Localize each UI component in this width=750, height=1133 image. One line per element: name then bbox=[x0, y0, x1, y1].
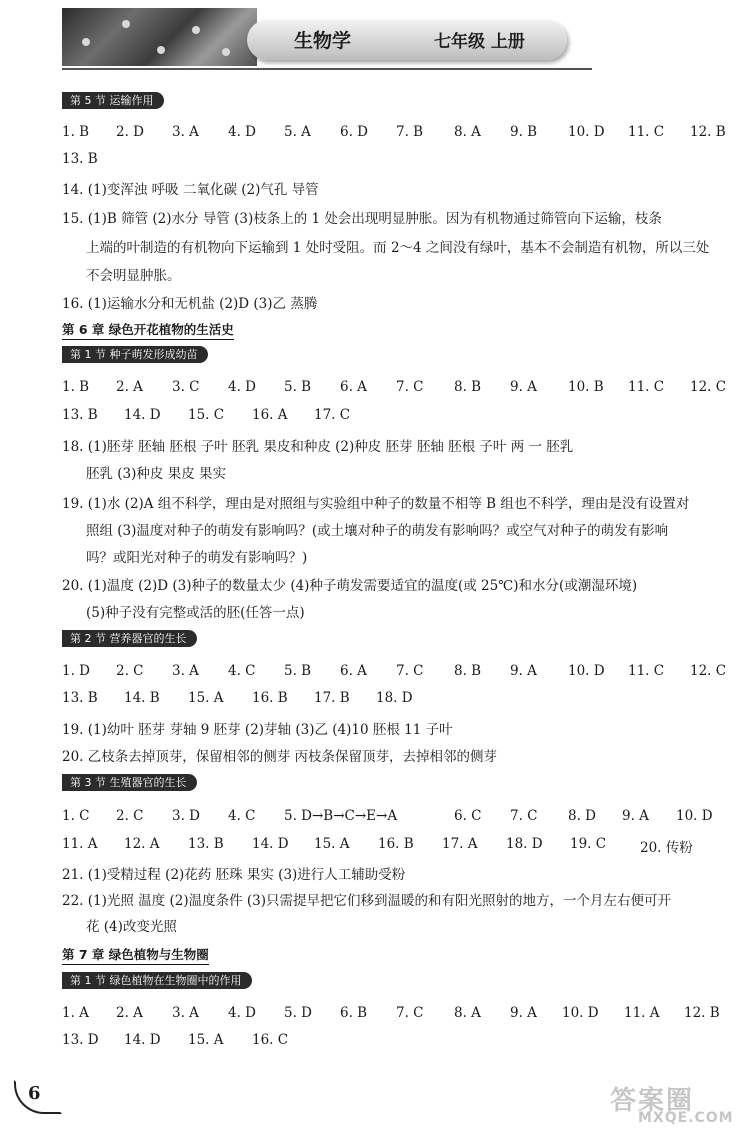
page-number: 6 bbox=[28, 1083, 41, 1104]
answer-row: 13. D 14. D 15. A 16. C bbox=[62, 1032, 289, 1048]
page-header bbox=[62, 8, 587, 66]
section-tag: 第 2 节 营养器官的生长 bbox=[62, 630, 197, 647]
answer-line: 花 (4)改变光照 bbox=[86, 919, 177, 935]
answer-line: 上端的叶制造的有机物向下运输到 1 处时受阻。而 2～4 之间没有绿叶，基本不会制造有机物，所以三处 bbox=[86, 240, 710, 256]
section-tag: 第 1 节 种子萌发形成幼苗 bbox=[62, 346, 208, 363]
answer-line: 14. (1)变浑浊 呼吸 二氧化碳 (2)气孔 导管 bbox=[62, 182, 319, 198]
answer-line: 19. (1)水 (2)A 组不科学，理由是对照组与实验组中种子的数量不相等 B 组也不科学，理由是没有设置对 bbox=[62, 496, 690, 512]
answer-line: 21. (1)受精过程 (2)花药 胚珠 果实 (3)进行人工辅助受粉 bbox=[62, 867, 406, 883]
answer-line: 20. (1)温度 (2)D (3)种子的数量太少 (4)种子萌发需要适宜的温度(或 25℃)和水分(或潮湿环境) bbox=[62, 578, 638, 594]
grade-label: 七年级 上册 bbox=[434, 32, 525, 52]
answer-line: (5)种子没有完整或活的胚(任答一点) bbox=[86, 605, 305, 621]
answer-row: 1. B 2. A 3. C 4. D 5. B 6. A 7. C 8. B 9. A 10. B 11. C 12. C bbox=[62, 379, 727, 395]
answer-line: 照组 (3)温度对种子的萌发有影响吗？(或土壤对种子的萌发有影响吗？或空气对种子的萌发有影响 bbox=[86, 523, 669, 539]
chapter-heading: 第 7 章 绿色植物与生物圈 bbox=[62, 945, 209, 965]
answer-line: 16. (1)运输水分和无机盐 (2)D (3)乙 蒸腾 bbox=[62, 296, 318, 312]
answer-row: 1. C 2. C 3. D 4. C 5. D→B→C→E→A 6. C 7. C 8. D 9. A 10. D bbox=[62, 808, 713, 824]
answer-line: 22. (1)光照 温度 (2)温度条件 (3)只需提早把它们移到温暖的和有阳光照射的地方，一个月左右便可开 bbox=[62, 893, 672, 909]
answer-line: 20. 乙枝条去掉顶芽，保留相邻的侧芽 丙枝条保留顶芽，去掉相邻的侧芽 bbox=[62, 749, 498, 765]
header-flower-photo bbox=[62, 8, 257, 66]
header-divider bbox=[62, 68, 592, 70]
answer-row: 13. B 14. D 15. C 16. A 17. C bbox=[62, 407, 351, 423]
subject-title: 生物学 bbox=[294, 30, 352, 52]
answer-row: 11. A 12. A 13. B 14. D 15. A 16. B 17. A 18. D 19. C 20. 传粉 bbox=[62, 836, 693, 856]
watermark-logo: 答案圈 MXQE.COM bbox=[610, 1086, 734, 1126]
answer-line: 13. B bbox=[62, 151, 98, 167]
section-tag: 第 1 节 绿色植物在生物圈中的作用 bbox=[62, 972, 252, 989]
answer-line: 吗？或阳光对种子的萌发有影响吗？) bbox=[86, 550, 308, 566]
answer-row: 1. A 2. A 3. A 4. D 5. D 6. B 7. C 8. A 9. A 10. D 11. A 12. B bbox=[62, 1005, 720, 1021]
answer-row: 13. B 14. B 15. A 16. B 17. B 18. D bbox=[62, 690, 413, 706]
chapter-heading: 第 6 章 绿色开花植物的生活史 bbox=[62, 320, 234, 340]
answer-row: 1. B 2. D 3. A 4. D 5. A 6. D 7. B 8. A 9. B 10. D 11. C 12. B bbox=[62, 124, 726, 140]
answer-line: 15. (1)B 筛管 (2)水分 导管 (3)枝条上的 1 处会出现明显肿胀。因为有机物通过筛管向下运输，枝条 bbox=[62, 211, 662, 227]
answer-line: 不会明显肿胀。 bbox=[86, 268, 181, 284]
answer-line: 胚乳 (3)种皮 果皮 果实 bbox=[86, 466, 226, 482]
answer-line: 18. (1)胚芽 胚轴 胚根 子叶 胚乳 果皮和种皮 (2)种皮 胚芽 胚轴 胚根 子叶 两 一 胚乳 bbox=[62, 439, 574, 455]
section-tag: 第 3 节 生殖器官的生长 bbox=[62, 774, 197, 791]
section-tag: 第 5 节 运输作用 bbox=[62, 92, 164, 109]
answer-row: 1. D 2. C 3. A 4. C 5. B 6. A 7. C 8. B 9. A 10. D 11. C 12. C bbox=[62, 663, 727, 679]
answer-line: 19. (1)幼叶 胚芽 芽轴 9 胚芽 (2)芽轴 (3)乙 (4)10 胚根 11 子叶 bbox=[62, 722, 453, 738]
